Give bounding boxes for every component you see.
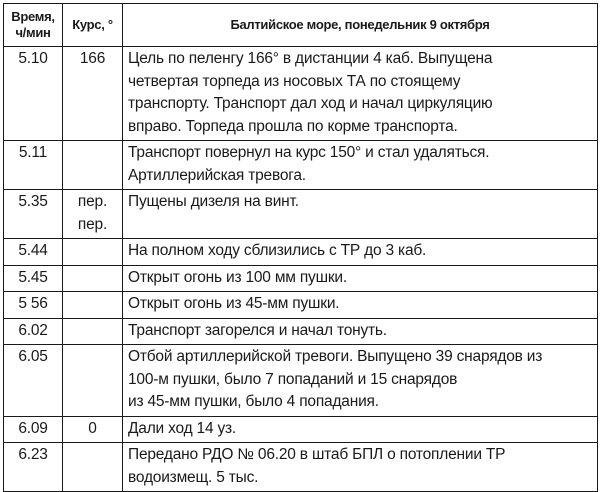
entry-line: Артиллерийская тревога.: [128, 166, 306, 184]
time-cell: 5.45: [4, 265, 63, 292]
course-cell: [63, 190, 123, 239]
table-row: [4, 416, 598, 443]
table-row: [4, 239, 598, 266]
entry-line: четвертая торпеда из носовых ТА по стоящему: [128, 72, 461, 90]
table-row: [4, 190, 598, 239]
course-cell: 166: [63, 47, 123, 141]
entry-line: вправо. Торпеда прошла по корме транспорта.: [128, 117, 458, 135]
entry-line: 100-м пушки, было 7 попаданий и 15 снарядов: [128, 370, 458, 388]
entry-cell: [123, 345, 598, 417]
entry-line: Транспорт загорелся и начал тонуть.: [128, 321, 387, 339]
log-table: [3, 3, 598, 492]
table-row: [4, 141, 598, 190]
entry-line: Передано РДО № 06.20 в штаб БПЛ о потоплении ТР: [128, 446, 506, 463]
entry-cell: [123, 190, 598, 239]
table-row: [4, 345, 598, 417]
table-row: [4, 265, 598, 292]
course-line: пер.: [77, 215, 108, 233]
time-cell: 5.35: [4, 190, 63, 239]
header-course: Курс, °: [63, 4, 123, 47]
table-row: [4, 292, 598, 319]
course-cell: [63, 141, 123, 190]
entry-line: Транспорт повернул на курс 150° и стал удаляться.: [128, 144, 490, 161]
course-cell: [63, 292, 123, 319]
entry-line: из 45-мм пушки, было 4 попадания.: [128, 393, 379, 410]
time-cell: 6.02: [4, 318, 63, 345]
entry-cell: [123, 265, 598, 292]
time-cell: 6.23: [4, 443, 63, 492]
entry-cell: [123, 443, 598, 492]
course-cell: [63, 265, 123, 292]
time-cell: 6.09: [4, 416, 63, 443]
entry-line: транспорту. Транспорт дал ход и начал циркуляцию: [128, 95, 493, 112]
course-cell: [63, 345, 123, 417]
table-row: [4, 318, 598, 345]
time-cell: 5 56: [4, 292, 63, 319]
header-time: Время, ч/мин: [4, 4, 63, 47]
entry-line: На полном ходу сблизились с ТР до 3 каб.: [128, 242, 427, 259]
table-row: [4, 443, 598, 492]
course-line: пер.: [77, 193, 108, 210]
entry-line: Отбой артиллерийской тревоги. Выпущено 39 снарядов из: [128, 348, 543, 365]
entry-line: Пущены дизеля на винт.: [128, 193, 299, 210]
log-body: [4, 47, 598, 492]
entry-line: Дали ход 14 уз.: [128, 419, 237, 437]
header-row: [4, 4, 598, 47]
course-cell: [63, 239, 123, 266]
table-row: [4, 47, 598, 141]
header-entry: Балтийское море, понедельник 9 октября: [123, 4, 598, 47]
entry-cell: [123, 292, 598, 319]
entry-cell: [123, 47, 598, 141]
entry-cell: [123, 318, 598, 345]
entry-line: Открыт огонь из 100 мм пушки.: [128, 268, 347, 286]
entry-line: водоизмещ. 5 тыс.: [128, 468, 259, 486]
entry-cell: [123, 239, 598, 266]
entry-cell: [123, 141, 598, 190]
entry-cell: [123, 416, 598, 443]
course-cell: 0: [63, 416, 123, 443]
time-cell: 5.11: [4, 141, 63, 190]
course-cell: [63, 318, 123, 345]
time-cell: 5.10: [4, 47, 63, 141]
entry-line: Цель по пеленгу 166° в дистанции 4 каб. Выпущена: [128, 50, 493, 67]
time-cell: 6.05: [4, 345, 63, 417]
entry-line: Открыт огонь из 45-мм пушки.: [128, 295, 340, 312]
time-cell: 5.44: [4, 239, 63, 266]
course-cell: [63, 443, 123, 492]
